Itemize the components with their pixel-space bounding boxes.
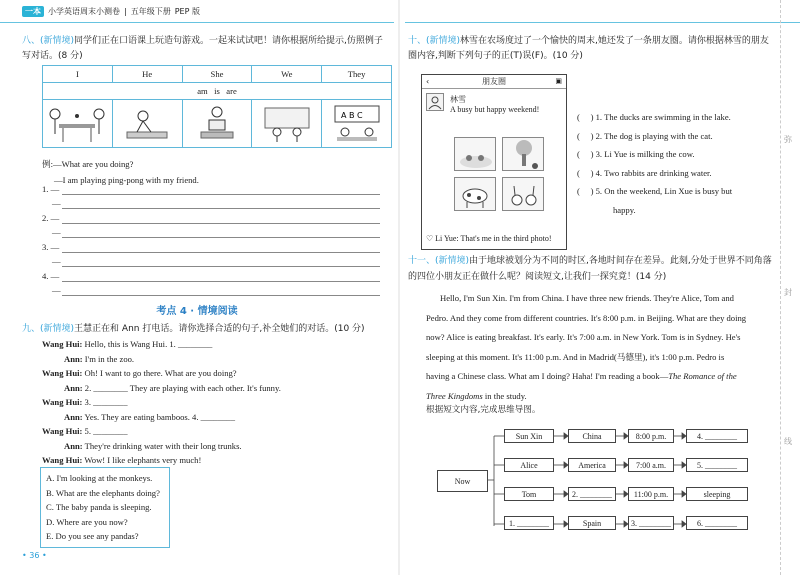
- photo-tree-dog: [502, 137, 544, 171]
- answer-line[interactable]: [62, 194, 380, 195]
- photo-rabbits: [502, 177, 544, 211]
- answer-paren[interactable]: ( ): [577, 112, 594, 122]
- binding-line: [780, 0, 781, 575]
- book-title: 小学英语周末小测卷: [48, 7, 120, 16]
- mindmap-root: Now: [437, 470, 488, 492]
- avatar: [426, 93, 444, 111]
- mindmap-blank[interactable]: 4. ________: [686, 429, 748, 443]
- reading-girl-picture: [182, 100, 252, 148]
- tf-item: ( ) 1. The ducks are swimming in the lake.: [577, 112, 731, 122]
- tf-item: ( ) 3. Li Yue is milking the cow.: [577, 149, 695, 159]
- verbs-cell: am is are: [43, 83, 392, 100]
- svg-text:A B C: A B C: [340, 110, 363, 120]
- mindmap-node: China: [568, 429, 616, 443]
- answer-paren[interactable]: ( ): [577, 130, 594, 141]
- mindmap-node: Alice: [504, 458, 554, 472]
- edition-label: PEP 版: [174, 7, 200, 16]
- heart-icon[interactable]: ♡: [426, 234, 434, 243]
- option-item: B. What are the elephants doing?: [46, 487, 160, 498]
- post-text: A busy but happy weekend!: [450, 105, 540, 114]
- comment-row: ♡ Li Yue: That's me in the third photo!: [426, 234, 552, 243]
- binding-label: 线: [784, 437, 792, 446]
- answer-line[interactable]: [62, 252, 380, 253]
- mindmap-blank[interactable]: 2. ________: [568, 487, 616, 501]
- dialogue-line: Wang Hui: Hello, this is Wang Hui. 1. ________: [42, 339, 213, 349]
- q8-item-3: 3. —: [42, 242, 60, 252]
- moments-card: [421, 74, 567, 250]
- tf-item: ( ) 2. The dog is playing with the cat.: [577, 130, 713, 141]
- q8-prompt-table: [42, 65, 392, 148]
- mindmap-blank[interactable]: 6. ________: [686, 516, 748, 530]
- q11-title: 十一、(新情境)由于地球被划分为不同的时区,各地时间存在差异。此刻,分处于世界不同角落的四位小朋友正在做什么呢？阅读短文,让我们一探究竟！(14 分): [408, 256, 772, 282]
- answer-line[interactable]: [62, 223, 380, 224]
- pronoun-cell: She: [182, 66, 252, 83]
- answer-paren[interactable]: ( ): [577, 167, 594, 178]
- q11-passage: Hello, I'm Sun Xin. I'm from China. I have three new friends. They're Alice, Tom and Pedro. And they come from different countries. It's 8:00 p.m. in Beijing. What are they doing now? Alice is eating breakfast. It's early. It's 7:00 a.m. in New York. Tom is in Sydney. He's sleeping at this moment. It's 11:00 p.m. And in Madrid(马德里), it's 1:00 p.m. Pedro is having a Chinese class. What am I doing? Haha! I'm reading a book—The Romance of the Three Kingdoms in the study.: [426, 293, 747, 401]
- pronoun-cell: They: [322, 66, 392, 83]
- answer-paren[interactable]: ( ): [577, 149, 594, 159]
- drawing-boy-picture: [112, 100, 182, 148]
- dialogue-line: Wang Hui: 5. ________: [42, 426, 128, 436]
- dialogue-line: Wang Hui: 3. ________: [42, 397, 128, 407]
- binding-label: 弥: [784, 135, 792, 144]
- dialogue-line: Wang Hui: Oh! I want to go there. What are you doing?: [42, 368, 237, 378]
- q9-options-box: [40, 467, 170, 548]
- moments-title: 朋友圈: [482, 77, 506, 86]
- grade-label: 五年级下册: [130, 7, 171, 16]
- dialogue-line: Wang Hui: Wow! I like elephants very much!: [42, 455, 202, 465]
- user-name: 林雪: [450, 95, 466, 104]
- mindmap-node: 8:00 p.m.: [628, 429, 674, 443]
- q8-item-4: 4. —: [42, 271, 60, 281]
- tf-item: ( ) 4. Two rabbits are drinking water.: [577, 167, 712, 178]
- q10-statements: ( ) 1. The ducks are swimming in the lake. ( ) 2. The dog is playing with the cat. ( ) 3. Li Yue is milking the cow. ( ) 4. Two rabbits are drinking water. ( ) 5. On the weekend, Lin Xue is busy but happy.: [577, 108, 777, 219]
- pingpong-picture: [43, 100, 113, 148]
- answer-line[interactable]: [62, 295, 380, 296]
- dialogue-line: Ann: 2. ________ They are playing with each other. It's funny.: [64, 382, 281, 393]
- q8-item-2: 2. —: [42, 213, 60, 223]
- mindmap-node: 11:00 p.m.: [628, 487, 674, 501]
- mindmap-node: sleeping: [686, 487, 748, 501]
- camera-icon[interactable]: ▣: [555, 77, 562, 85]
- q8-title: 八、(新情境)同学们正在口语课上玩造句游戏。一起来试试吧！请你根据所给提示,仿照例子写对话。(8 分): [22, 36, 383, 61]
- dialogue-line: Ann: Yes. They are eating bamboos. 4. ________: [64, 411, 236, 422]
- page-header: 一本 小学英语周末小测卷 | 五年级下册 PEP 版: [22, 4, 200, 19]
- pronoun-cell: I: [43, 66, 113, 83]
- photo-ducks: [454, 137, 496, 171]
- section-title: 考点 4 · 情境阅读: [156, 306, 238, 317]
- answer-line[interactable]: [62, 208, 380, 209]
- q9-dialogue: [42, 337, 392, 468]
- option-item: C. The baby panda is sleeping.: [46, 502, 152, 512]
- header-rule-right: [405, 22, 800, 23]
- q11-instruction: 根据短文内容,完成思维导图。: [426, 405, 541, 415]
- q8-example: 例:—What are you doing? —I am playing ping-pong with my friend.: [42, 159, 199, 185]
- binding-label: 封: [784, 288, 792, 297]
- tf-item: ( ) 5. On the weekend, Lin Xue is busy but: [577, 186, 733, 196]
- dialogue-line: Ann: I'm in the zoo.: [64, 353, 135, 364]
- mindmap-node: 7:00 a.m.: [628, 458, 674, 472]
- pronoun-cell: We: [252, 66, 322, 83]
- option-item: D. Where are you now?: [46, 516, 128, 527]
- answer-paren[interactable]: ( ): [577, 186, 594, 196]
- header-rule: [0, 22, 394, 23]
- q9-title: 九、(新情境)王慧正在和 Ann 打电话。请你选择合适的句子,补全她们的对话。(10 分): [22, 324, 365, 334]
- page-number: • 36 •: [22, 551, 47, 560]
- option-item: A. I'm looking at the monkeys.: [46, 473, 153, 483]
- answer-line[interactable]: [62, 237, 380, 238]
- mindmap-blank[interactable]: 3. ________: [628, 516, 674, 530]
- mindmap-node: America: [568, 458, 616, 472]
- q10-title: 十、(新情境)林雪在农场度过了一个愉快的周末,她还发了一条朋友圈。请你根据林雪的朋友圈内容,判断下列句子的正(T)误(F)。(10 分): [408, 36, 769, 61]
- moments-header: [422, 75, 566, 89]
- cleaning-kids-picture: [252, 100, 322, 148]
- mindmap-blank[interactable]: 5. ________: [686, 458, 748, 472]
- dialogue-line: Ann: They're drinking water with their long trunks.: [64, 440, 242, 451]
- mindmap-blank[interactable]: 1. ________: [504, 516, 554, 530]
- page-gutter: [398, 0, 400, 575]
- answer-line[interactable]: [62, 266, 380, 267]
- option-item: E. Do you see any pandas?: [46, 531, 139, 541]
- classroom-picture: [322, 100, 392, 148]
- answer-line[interactable]: [62, 281, 380, 282]
- photo-cow: [454, 177, 496, 211]
- back-icon[interactable]: ‹: [426, 77, 430, 86]
- pronoun-cell: He: [112, 66, 182, 83]
- mindmap-node: Tom: [504, 487, 554, 501]
- q8-item-1: 1. —: [42, 184, 60, 194]
- mindmap-node: Sun Xin: [504, 429, 554, 443]
- series-logo: 一本: [22, 6, 44, 17]
- q8-answer-lines: 1. — — 2. — — 3. — — 4. — —: [42, 184, 387, 294]
- mindmap-node: Spain: [568, 516, 616, 530]
